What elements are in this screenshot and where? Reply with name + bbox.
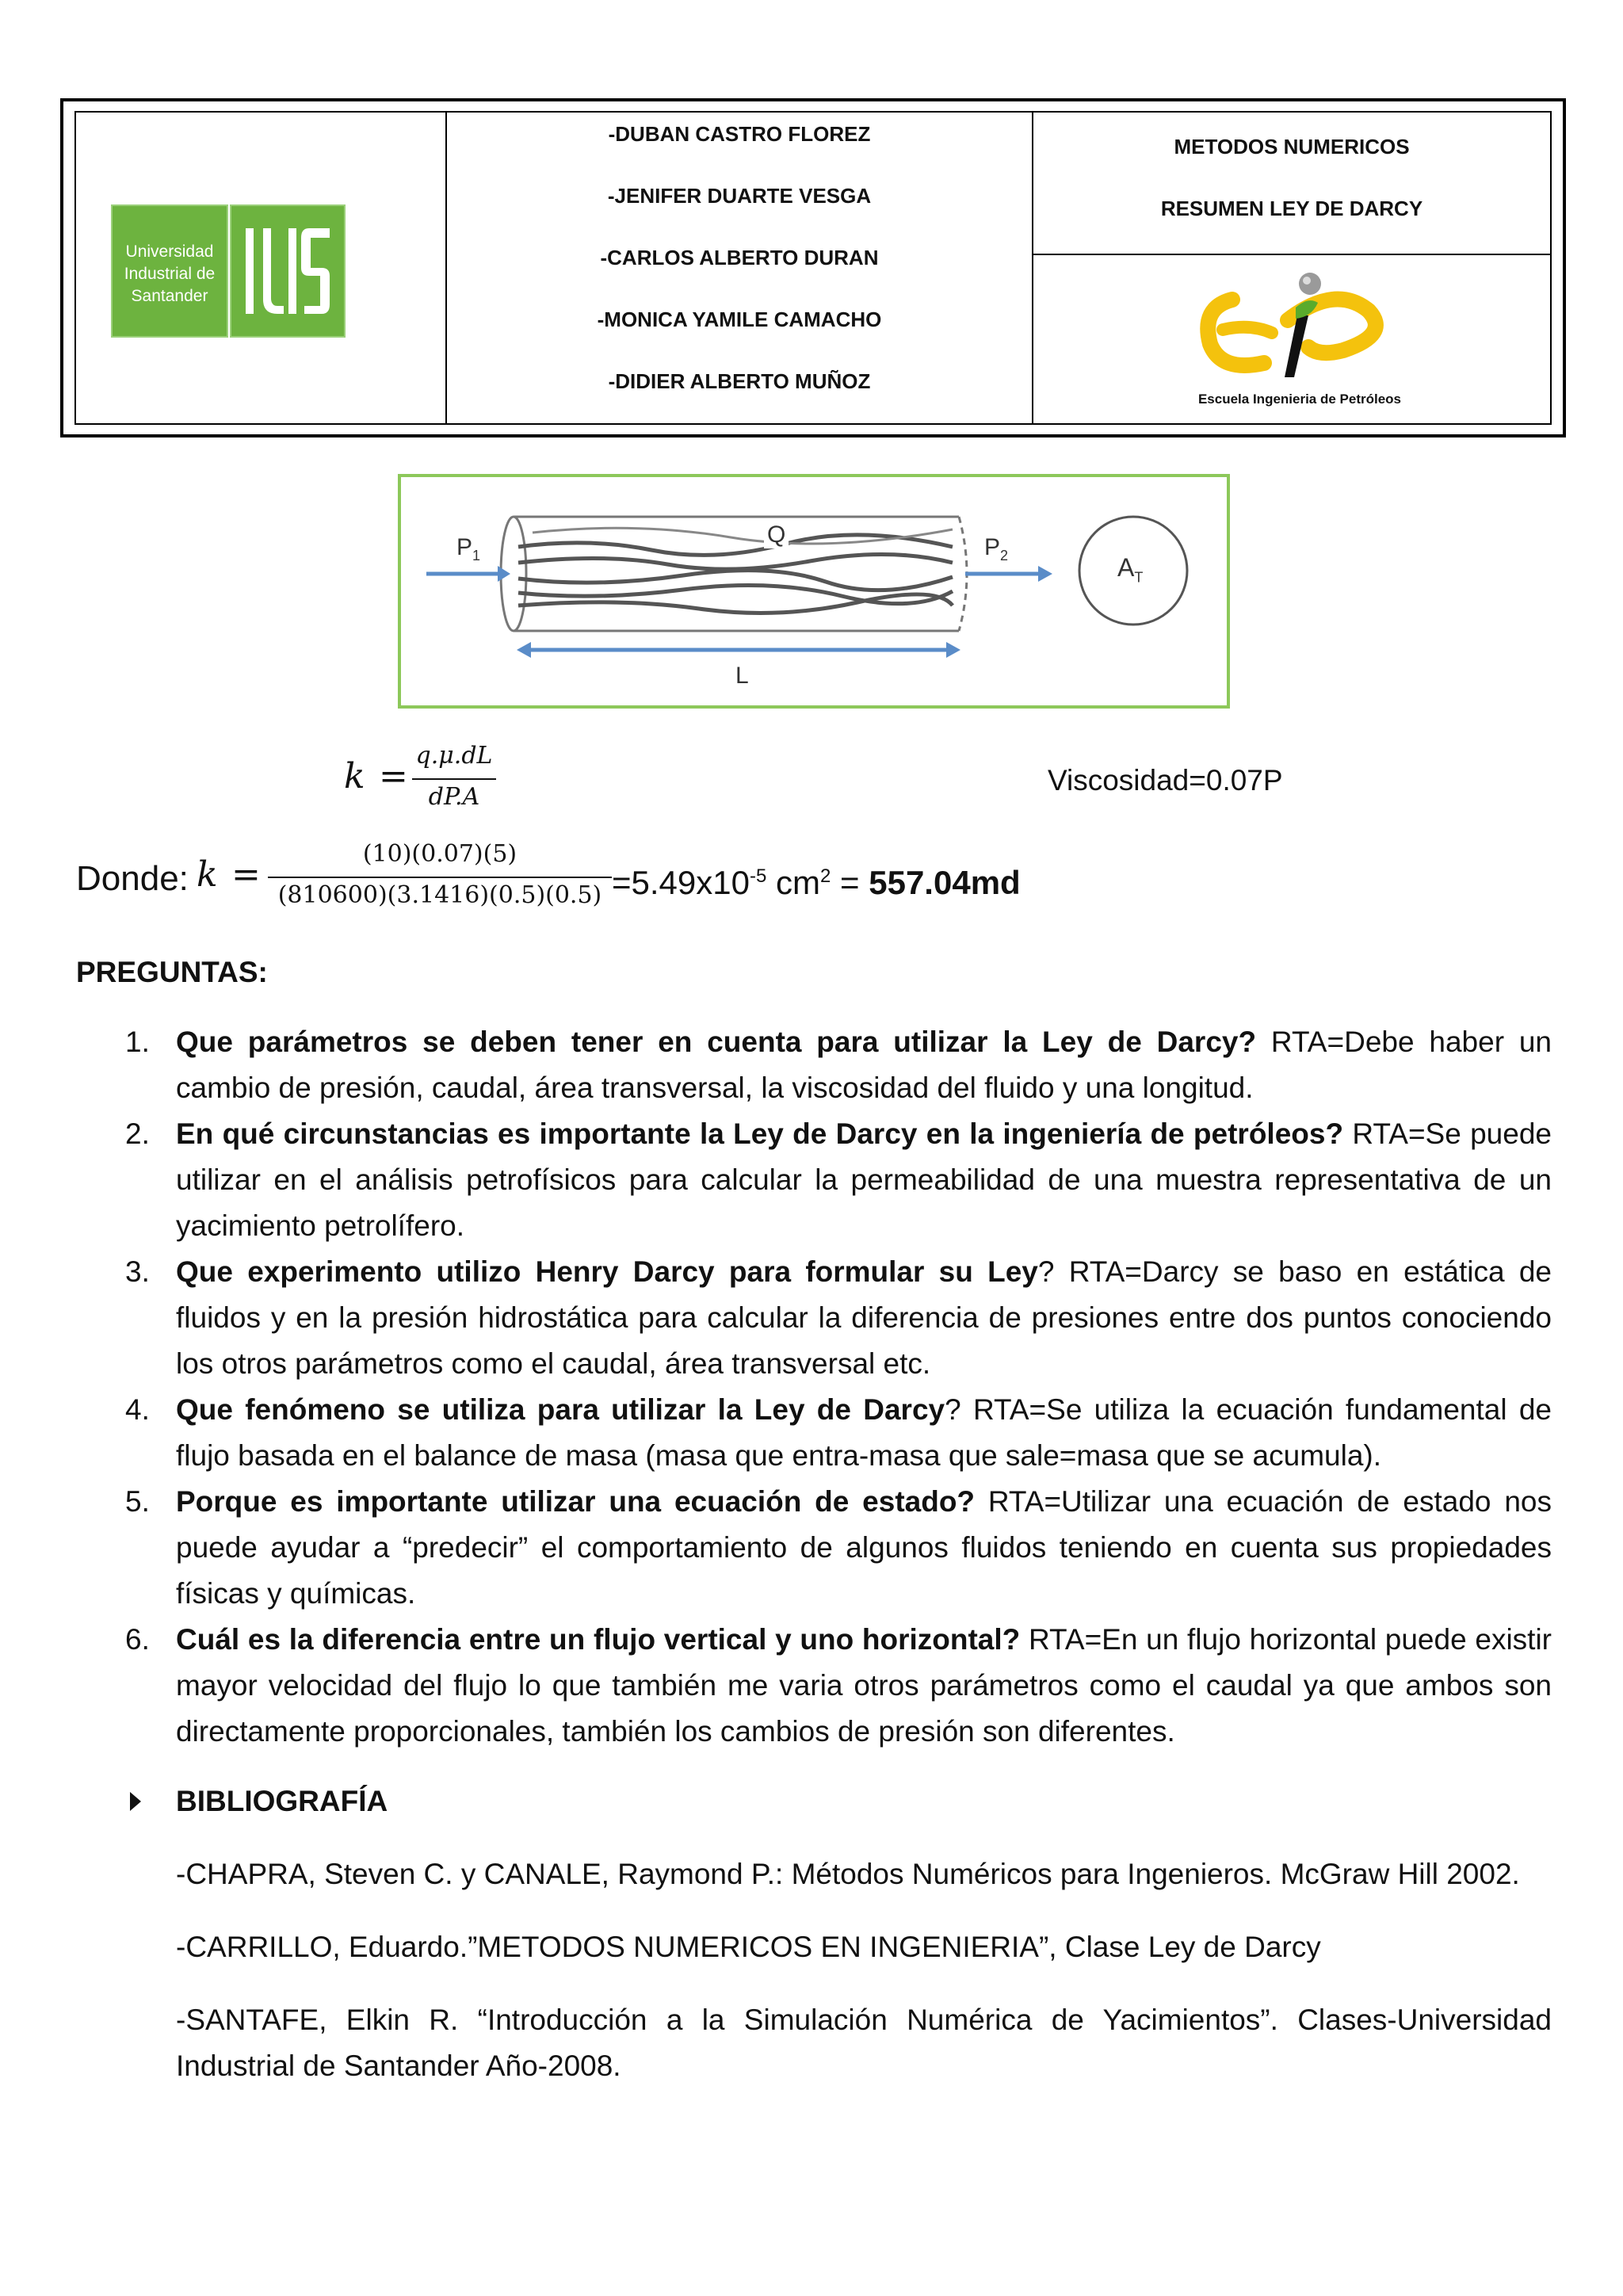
eip-logo-icon bbox=[1177, 268, 1423, 387]
question-number: 2. bbox=[125, 1117, 150, 1150]
question-item: Porque es importante utilizar una ecuación de estado? RTA=Utilizar una ecuación de estado nos puede ayudar a “predecir” el comportamiento de algunos fluidos teniendo en cuenta sus propiedades físicas y químicas. bbox=[176, 1485, 1552, 1610]
question-item: En qué circunstancias es importante la Ley de Darcy en la ingeniería de petróleos? RTA=Se puede utilizar en el análisis petrofísicos para calcular la permeabilidad de una muestra representativa de un yacimiento petrolífero. bbox=[176, 1117, 1552, 1242]
uis-logo-line: Santander bbox=[131, 287, 208, 305]
question-number: 1. bbox=[125, 1026, 150, 1058]
course-topic: RESUMEN LEY DE DARCY bbox=[1160, 197, 1423, 220]
formula-k-symbol: k bbox=[344, 756, 365, 797]
author-name: -DIDIER ALBERTO MUÑOZ bbox=[608, 369, 871, 393]
author-name: -MONICA YAMILE CAMACHO bbox=[597, 308, 882, 331]
question-item: Que parámetros se deben tener en cuenta para utilizar la Ley de Darcy? RTA=Debe haber un cambio de presión, caudal, área transversal, la viscosidad del fluido y una longitud. bbox=[176, 1026, 1552, 1104]
course-cell bbox=[1033, 113, 1550, 254]
bibliography-entry: -SANTAFE, Elkin R. “Introducción a la Simulación Numérica de Yacimientos”. Clases-Universidad Industrial de Santander Año-2008. bbox=[176, 2004, 1552, 2082]
question-number: 4. bbox=[125, 1393, 150, 1426]
length-label: L bbox=[735, 663, 749, 689]
question-item: Cuál es la diferencia entre un flujo vertical y uno horizontal? RTA=En un flujo horizontal puede existir mayor velocidad del flujo lo que también me varia otros parámetros como el caudal ya que ambos son directamente proporcionales, también los cambios de presión son diferentes. bbox=[176, 1623, 1552, 1748]
author-name: -CARLOS ALBERTO DURAN bbox=[600, 246, 879, 269]
uis-logo bbox=[111, 204, 353, 339]
p1-label: $P_1$ bbox=[456, 534, 481, 563]
bibliography-entry: -CHAPRA, Steven C. y CANALE, Raymond P.: Métodos Numéricos para Ingenieros. McGraw Hill 2002. bbox=[176, 1858, 1520, 1890]
author-name: -DUBAN CASTRO FLOREZ bbox=[608, 122, 871, 146]
calc-numerator: (10)(0.07)(5) bbox=[362, 840, 517, 868]
viscosity-value: Viscosidad=0.07P bbox=[1048, 764, 1283, 797]
school-logo bbox=[1177, 268, 1423, 417]
uis-logo-line: Universidad bbox=[125, 243, 214, 261]
bibliography-title: BIBLIOGRAFÍA bbox=[176, 1785, 388, 1817]
q-label: Q bbox=[764, 521, 789, 548]
uis-mark-icon bbox=[231, 206, 344, 336]
question-number: 3. bbox=[125, 1255, 150, 1288]
question-number: 5. bbox=[125, 1485, 150, 1518]
calc-denominator: (810600)(3.1416)(0.5)(0.5) bbox=[277, 881, 602, 909]
school-logo-caption: Escuela Ingenieria de Petróleos bbox=[1197, 392, 1402, 407]
header-divider bbox=[1032, 254, 1550, 255]
fraction-line bbox=[412, 778, 496, 780]
uis-logo-mark-block bbox=[230, 204, 346, 338]
uis-logo-line: Industrial de bbox=[124, 265, 216, 283]
question-item: Que experimento utilizo Henry Darcy para formular su Ley? RTA=Darcy se baso en estática de fluidos y en la presión hidrostática para calcular la diferencia de presiones entre dos puntos conociendo los otros parámetros como el caudal, área transversal etc. bbox=[176, 1255, 1552, 1380]
formula-denominator: dP.A bbox=[428, 783, 480, 811]
area-label: $A_T$ bbox=[1117, 553, 1144, 586]
course-title: METODOS NUMERICOS bbox=[1174, 135, 1410, 159]
darcy-core-diagram bbox=[398, 474, 1230, 709]
author-name: -JENIFER DUARTE VESGA bbox=[607, 184, 872, 208]
questions-title: PREGUNTAS: bbox=[76, 956, 268, 988]
fraction-line bbox=[268, 877, 612, 878]
bibliography-entry: -CARRILLO, Eduardo.”METODOS NUMERICOS EN INGENIERIA”, Clase Ley de Darcy bbox=[176, 1931, 1321, 1963]
p2-label: $P_2$ bbox=[984, 534, 1009, 563]
donde-label: Donde: bbox=[76, 859, 189, 898]
darcy-core-figure bbox=[398, 474, 1230, 709]
calc-k-symbol: k bbox=[197, 854, 218, 895]
authors-cell bbox=[447, 113, 1032, 423]
question-item: Que fenómeno se utiliza para utilizar la Ley de Darcy? RTA=Se utiliza la ecuación fundamental de flujo basada en el balance de masa (masa que entra-masa que sale=masa que se acumula). bbox=[176, 1393, 1552, 1472]
question-number: 6. bbox=[125, 1623, 150, 1656]
formula-numerator: q.μ.dL bbox=[415, 742, 493, 770]
formula-equals: = bbox=[379, 756, 408, 797]
calc-equals: = bbox=[231, 854, 261, 895]
bullet-arrow-icon bbox=[128, 1791, 143, 1816]
calc-result: $=5.49x10^{-5}$ $cm^2 = 557.04md$ bbox=[612, 864, 1021, 901]
uis-logo-text-block bbox=[111, 204, 228, 338]
